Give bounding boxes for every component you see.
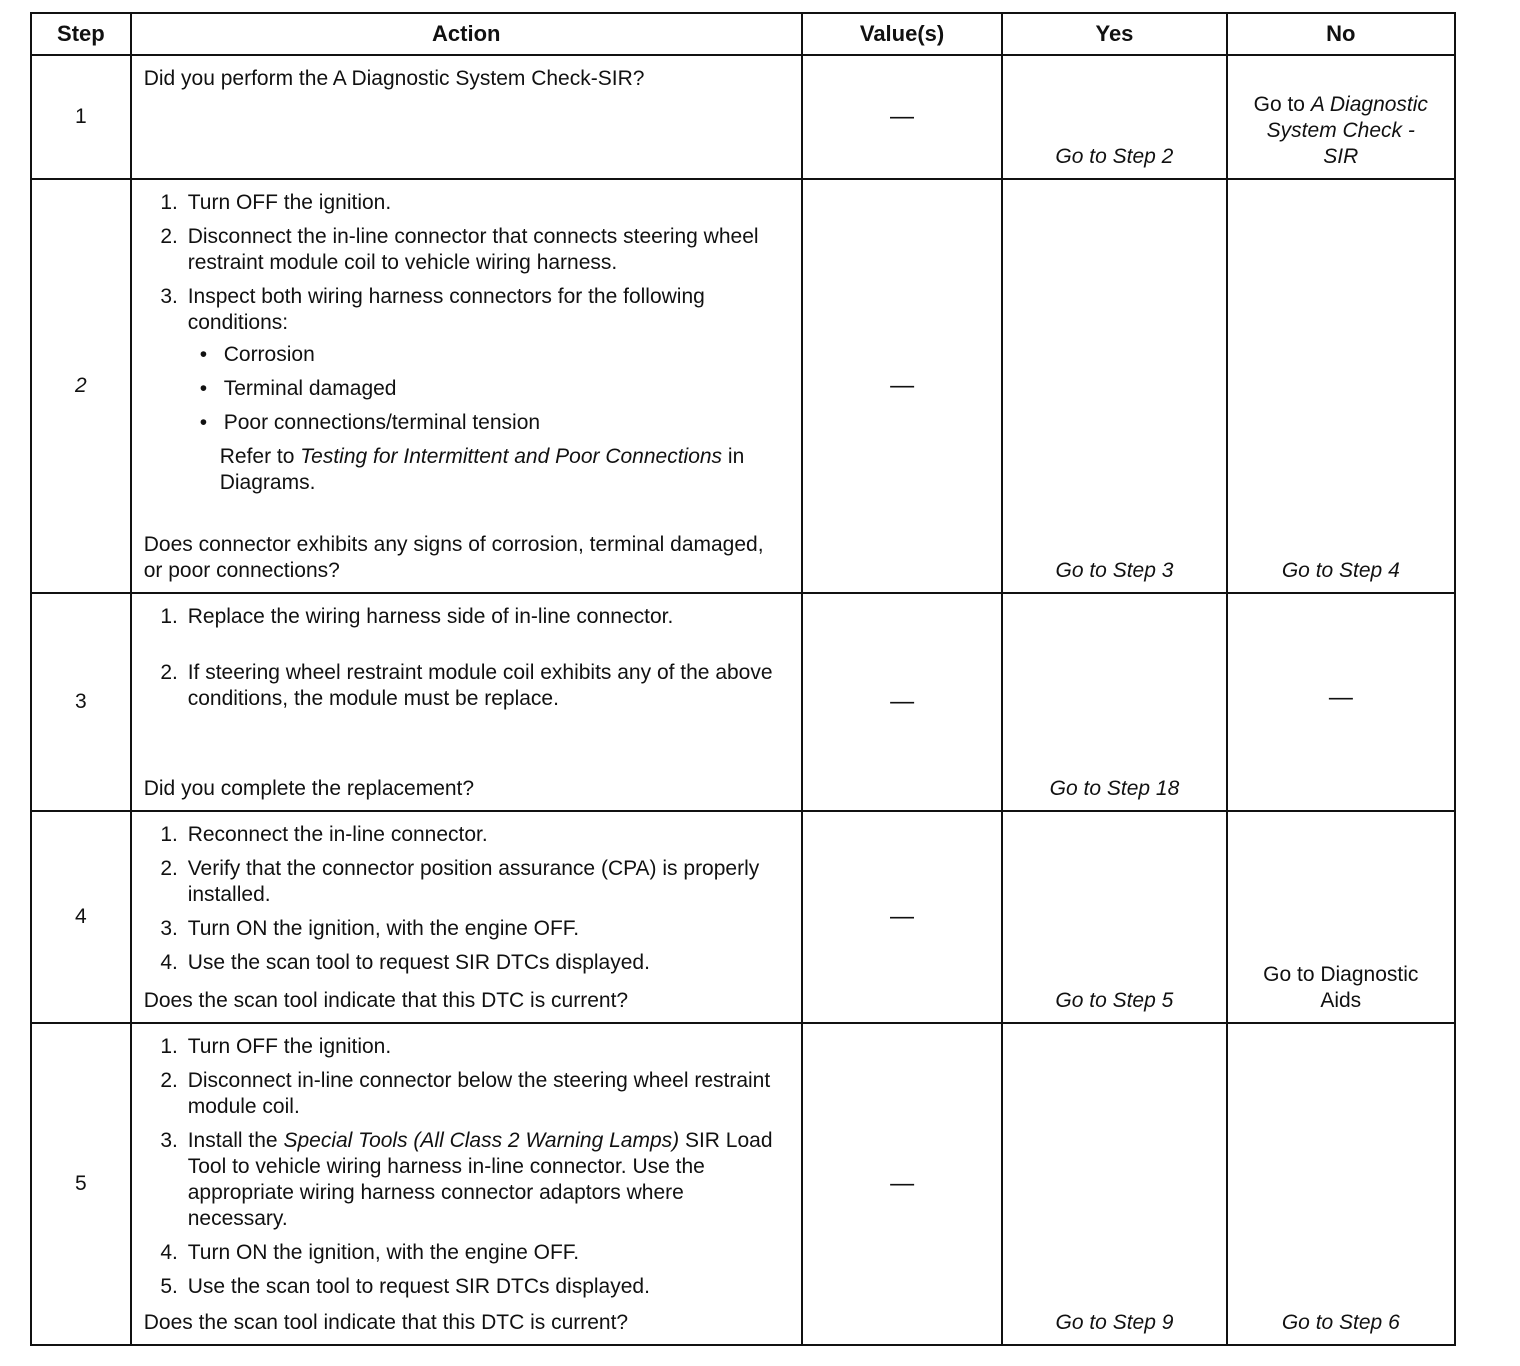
action-item: 3. Inspect both wiring harness connectors for the following conditions: • Corrosion • Terminal damaged • Poor connections/terminal tension Refer to Testing for Intermittent and Poor Connections in Diagrams.	[184, 284, 787, 496]
header-no: No	[1326, 21, 1356, 46]
action-item: 1. Turn OFF the ignition.	[184, 190, 787, 216]
action-item: 2. Disconnect in-line connector below the steering wheel restraint module coil.	[184, 1068, 787, 1120]
table-row-step-2	[32, 180, 1454, 594]
step-number: 3	[32, 594, 132, 810]
yes-cell: Go to Step 2	[1003, 56, 1227, 178]
step-number: 4	[32, 812, 132, 1022]
value-cell: —	[803, 56, 1003, 178]
header-values: Value(s)	[803, 14, 1003, 54]
step-number: 5	[32, 1024, 132, 1344]
table-row-step-5	[32, 1024, 1454, 1344]
action-item: 1. Turn OFF the ignition.	[184, 1034, 787, 1060]
value-cell: —	[803, 180, 1003, 592]
condition-bullet: • Terminal damaged	[220, 376, 787, 402]
step-number: 2	[32, 180, 132, 592]
refer-note: Refer to Testing for Intermittent and Poor Connections in Diagrams.	[219, 445, 745, 494]
action-item: 5. Use the scan tool to request SIR DTCs displayed.	[184, 1274, 787, 1300]
no-cell	[1228, 56, 1454, 178]
action-item: 2. Disconnect the in-line connector that connects steering wheel restraint module coil to vehicle wiring harness.	[184, 224, 787, 276]
action-question: Does the scan tool indicate that this DTC is current?	[143, 1311, 629, 1334]
action-item: 2. If steering wheel restraint module coil exhibits any of the above conditions, the module must be replace.	[184, 660, 787, 712]
action-item: 2. Verify that the connector position assurance (CPA) is properly installed.	[184, 856, 787, 908]
yes-cell: Go to Step 3	[1003, 180, 1227, 592]
header-step: Step	[32, 14, 132, 54]
diagnostic-table	[30, 12, 1456, 1346]
action-question: Did you complete the replacement?	[143, 777, 475, 800]
value-cell: —	[803, 1024, 1003, 1344]
yes-cell: Go to Step 5	[1003, 812, 1227, 1022]
action-item: 4. Use the scan tool to request SIR DTCs displayed.	[184, 950, 787, 976]
action-cell	[132, 56, 803, 178]
table-row-step-1	[32, 56, 1454, 180]
no-cell: Go to Step 4	[1281, 559, 1400, 582]
table-header-row	[32, 14, 1454, 56]
no-link-text: A Diagnostic System Check - SIR	[1266, 93, 1428, 168]
no-prefix: Go to	[1253, 93, 1311, 116]
action-item: 1. Replace the wiring harness side of in-line connector.	[184, 604, 787, 630]
action-question: Does connector exhibits any signs of corrosion, terminal damaged, or poor connections?	[143, 533, 764, 582]
action-cell	[132, 180, 803, 592]
value-cell: —	[803, 812, 1003, 1022]
header-yes: Yes	[1003, 14, 1227, 54]
table-row-step-3	[32, 594, 1454, 812]
condition-bullet: • Poor connections/terminal tension	[220, 410, 787, 436]
table-row-step-4	[32, 812, 1454, 1024]
action-question: Does the scan tool indicate that this DTC is current?	[143, 989, 629, 1012]
no-cell: Go to Step 6	[1281, 1311, 1400, 1334]
yes-cell: Go to Step 9	[1003, 1024, 1227, 1344]
action-item: 4. Turn ON the ignition, with the engine OFF.	[184, 1240, 787, 1266]
action-item: 3. Install the Special Tools (All Class 2 Warning Lamps) SIR Load Tool to vehicle wiring harness in-line connector. Use the appropriate wiring harness connector adaptors where necessary.	[184, 1128, 787, 1232]
action-item: 1. Reconnect the in-line connector.	[184, 822, 787, 848]
action-item: 3. Turn ON the ignition, with the engine OFF.	[184, 916, 787, 942]
value-cell: —	[803, 594, 1003, 810]
no-cell: —	[1328, 684, 1353, 711]
action-question: Did you perform the A Diagnostic System Check-SIR?	[143, 67, 645, 90]
condition-bullet: • Corrosion	[220, 342, 787, 368]
step-number: 1	[32, 56, 132, 178]
action-cell	[132, 812, 803, 1022]
action-cell	[132, 1024, 803, 1344]
yes-cell: Go to Step 18	[1003, 594, 1227, 810]
action-cell	[132, 594, 803, 810]
no-cell: Go to Diagnostic Aids	[1263, 963, 1419, 1012]
header-action: Action	[132, 14, 803, 54]
